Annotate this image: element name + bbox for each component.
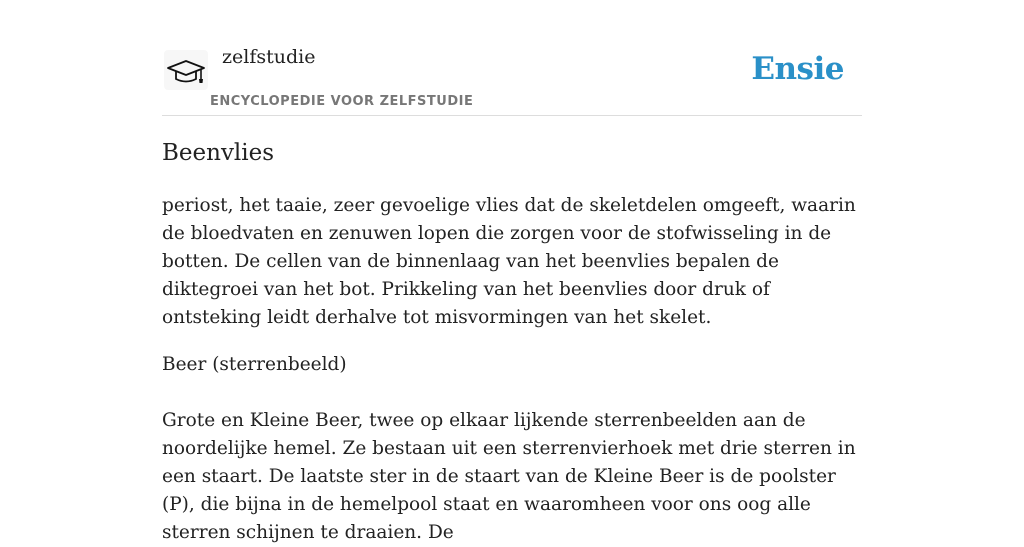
page-container xyxy=(162,0,862,543)
graduation-cap-icon[interactable] xyxy=(164,50,208,90)
site-tagline: ENCYCLOPEDIE VOOR ZELFSTUDIE xyxy=(210,94,474,109)
graduation-cap-icon-graphic xyxy=(164,50,208,90)
ensie-brand-link[interactable]: Ensie xyxy=(751,51,844,87)
article-title: Beenvlies xyxy=(162,140,275,166)
section-subheading: Beer (sterrenbeeld) xyxy=(162,354,347,375)
article-paragraph: periost, het taaie, zeer gevoelige vlies dat de skeletdelen omgeeft, waarin de bloedvaten en zenuwen lopen die zorgen voor de stofwisseling in de botten. De cellen van de binnenlaag van het beenvlies bepalen de diktegroei van het bot. Prikkeling van het beenvlies door druk of ontsteking leidt derhalve tot misvormingen van het skelet. xyxy=(162,195,856,328)
site-name-link[interactable]: zelfstudie xyxy=(222,46,316,68)
site-header xyxy=(162,0,862,116)
article-paragraph: Grote en Kleine Beer, twee op elkaar lijkende sterrenbeelden aan de noordelijke hemel. Ze bestaan uit een sterrenvierhoek met drie sterren in een staart. De laatste ster in de staart van de Kleine Beer is de poolster (P), die bijna in de hemelpool staat en waaromheen voor ons oog alle sterren schijnen te draaien. De xyxy=(162,410,856,543)
